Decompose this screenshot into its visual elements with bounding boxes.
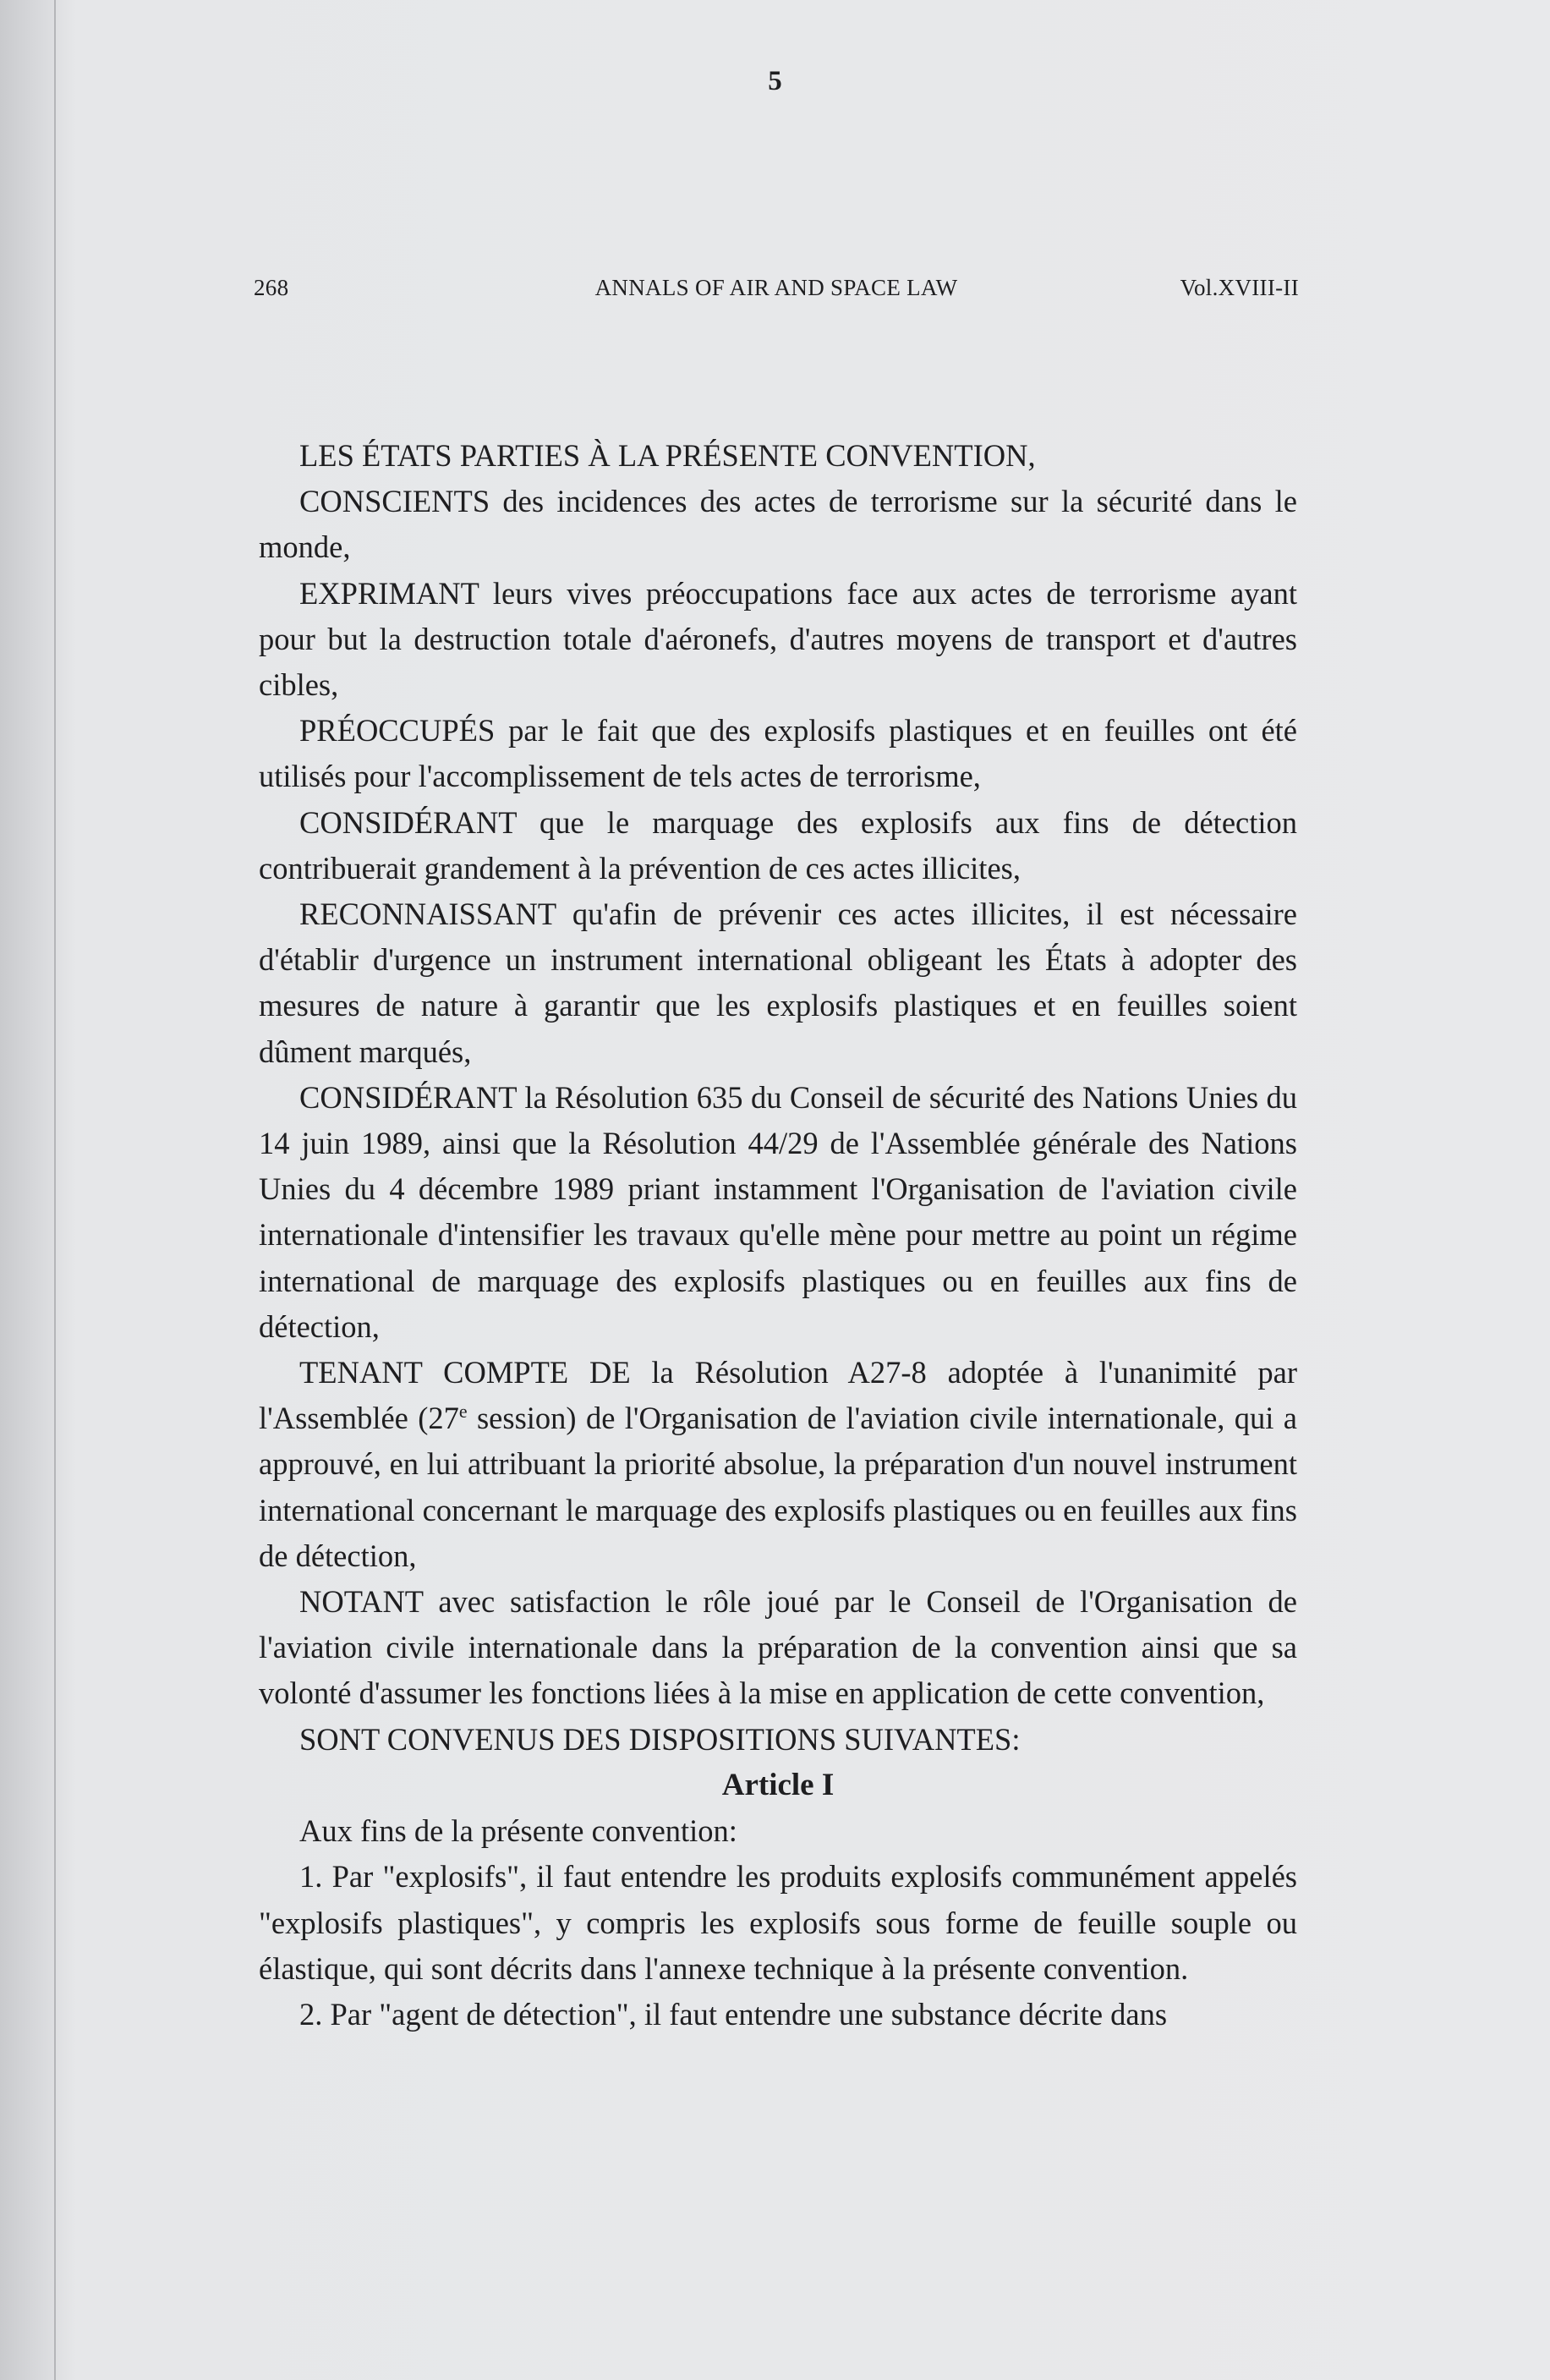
tenant-text-end: session) de l'Organisation de l'aviation civile internationale, qui a approuvé, en lui attribuant la priorité absolue, la préparation d'un nouvel instrument international concernant le marquage des explosifs plastiques ou en feuilles aux fins de détection,: [259, 1401, 1297, 1573]
preamble-paragraph: CONSCIENTS des incidences des actes de terrorisme sur la sécurité dans le monde,: [259, 484, 1297, 565]
preamble-paragraph: NOTANT avec satisfaction le rôle joué par le Conseil de l'Organisation de l'aviation civile internationale dans la préparation de la convention ainsi que sa volonté d'assumer les fonctions liées à la mise en application de cette convention,: [259, 1584, 1297, 1711]
running-head-journal-title: ANNALS OF AIR AND SPACE LAW: [594, 275, 958, 300]
preamble-paragraph: EXPRIMANT leurs vives préoccupations face aux actes de terrorisme ayant pour but la destruction totale d'aéronefs, d'autres moyens de transport et d'autres cibles,: [259, 575, 1297, 703]
preamble-heading: LES ÉTATS PARTIES À LA PRÉSENTE CONVENTION,: [299, 438, 1036, 473]
article-paragraph: 2. Par "agent de détection", il faut entendre une substance décrite dans: [299, 1996, 1168, 2032]
superscript-e: e: [458, 1401, 468, 1423]
preamble-paragraph-tenant: [259, 1350, 1297, 1579]
article-paragraph: Aux fins de la présente convention:: [299, 1813, 737, 1849]
preamble-paragraph: CONSIDÉRANT que le marquage des explosifs aux fins de détection contribuerait grandement à la prévention de ces actes illicites,: [259, 804, 1297, 886]
folio-number: 5: [768, 66, 782, 96]
preamble-paragraph: RECONNAISSANT qu'afin de prévenir ces actes illicites, il est nécessaire d'établir d'urgence un instrument international obligeant les États à adopter des mesures de nature à garantir que les explosifs plastiques et en feuilles soient dûment marqués,: [259, 897, 1297, 1069]
body-text: [259, 433, 1297, 2037]
tenant-text-start: TENANT COMPTE DE la Résolution A27-8 adoptée à l'unanimité par l'Assemblée (27: [259, 1355, 1297, 1436]
article-paragraph: 1. Par "explosifs", il faut entendre les produits explosifs communément appelés "explosifs plastiques", y compris les explosifs sous forme de feuille souple ou élastique, qui sont décrits dans l'annexe technique à la présente convention.: [259, 1859, 1297, 1986]
agreement-clause: SONT CONVENUS DES DISPOSITIONS SUIVANTES:: [299, 1721, 1021, 1757]
running-head: [254, 275, 1299, 309]
article-heading: Article I: [721, 1767, 835, 1802]
preamble-paragraph: PRÉOCCUPÉS par le fait que des explosifs plastiques et en feuilles ont été utilisés pour l'accomplissement de tels actes de terrorisme,: [259, 713, 1297, 794]
running-head-volume: Vol.XVIII-II: [1180, 275, 1299, 300]
binding-gutter: [54, 0, 56, 2380]
running-head-page-number: 268: [254, 275, 289, 300]
preamble-paragraph: CONSIDÉRANT la Résolution 635 du Conseil de sécurité des Nations Unies du 14 juin 1989, ainsi que la Résolution 44/29 de l'Assemblée générale des Nations Unies du 4 décembre 1989 priant instamment l'Organisation de l'aviation civile internationale d'intensifier les travaux qu'elle mène pour mettre au point un régime international de marquage des explosifs plastiques ou en feuilles aux fins de détection,: [259, 1079, 1297, 1344]
